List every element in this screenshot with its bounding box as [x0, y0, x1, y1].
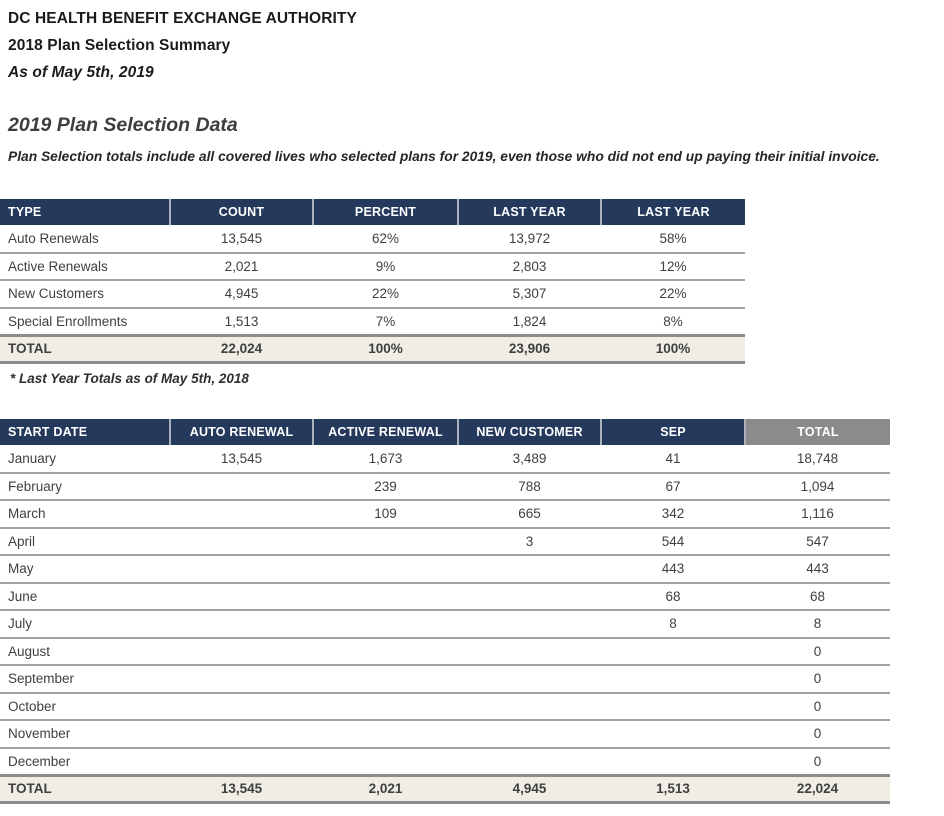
row-label: July — [0, 610, 170, 638]
table-cell — [601, 748, 745, 776]
table-cell: 239 — [313, 473, 458, 501]
column-header-active-renewal: ACTIVE RENEWAL — [313, 419, 458, 445]
table-row — [0, 280, 745, 308]
table-cell — [313, 720, 458, 748]
total-label: TOTAL — [0, 775, 170, 803]
table-cell — [170, 500, 313, 528]
table-cell: 544 — [601, 528, 745, 556]
row-label: September — [0, 665, 170, 693]
row-label: Active Renewals — [0, 253, 170, 281]
table-cell: 443 — [601, 555, 745, 583]
table-row — [0, 473, 890, 501]
table-cell: 0 — [745, 638, 890, 666]
column-header-count: COUNT — [170, 199, 313, 225]
total-cell: 100% — [313, 335, 458, 363]
table-cell — [313, 665, 458, 693]
table-row — [0, 638, 890, 666]
table-cell: 109 — [313, 500, 458, 528]
table-cell — [170, 693, 313, 721]
table-cell: 13,545 — [170, 445, 313, 473]
table-row — [0, 500, 890, 528]
table-cell — [601, 665, 745, 693]
table-cell: 2,021 — [170, 253, 313, 281]
table-cell — [458, 610, 601, 638]
row-label: June — [0, 583, 170, 611]
row-label: New Customers — [0, 280, 170, 308]
table-row — [0, 445, 890, 473]
table-row — [0, 693, 890, 721]
row-label: March — [0, 500, 170, 528]
table-cell: 5,307 — [458, 280, 601, 308]
table-cell — [170, 638, 313, 666]
table-cell — [458, 583, 601, 611]
row-label: Special Enrollments — [0, 308, 170, 336]
table-row — [0, 610, 890, 638]
table-cell: 1,673 — [313, 445, 458, 473]
table-cell: 0 — [745, 748, 890, 776]
section-description: Plan Selection totals include all covered lives who selected plans for 2019, even those who did not end up paying their initial invoice. — [8, 149, 880, 164]
row-label: December — [0, 748, 170, 776]
column-header-total: TOTAL — [745, 419, 890, 445]
table-cell: 0 — [745, 665, 890, 693]
column-header-sep: SEP — [601, 419, 745, 445]
table-row — [0, 748, 890, 776]
row-label: January — [0, 445, 170, 473]
total-label: TOTAL — [0, 335, 170, 363]
column-header-last-year-count: LAST YEAR — [458, 199, 601, 225]
total-cell: 1,513 — [601, 775, 745, 803]
total-cell: 2,021 — [313, 775, 458, 803]
table-cell — [458, 693, 601, 721]
table-row — [0, 528, 890, 556]
table-cell — [458, 720, 601, 748]
table-cell: 0 — [745, 720, 890, 748]
table-cell: 62% — [313, 225, 458, 253]
table-row — [0, 555, 890, 583]
table-cell: 1,094 — [745, 473, 890, 501]
table-cell — [170, 720, 313, 748]
table-row — [0, 225, 745, 253]
table-cell: 13,545 — [170, 225, 313, 253]
table-cell — [601, 693, 745, 721]
table-cell — [313, 528, 458, 556]
table-cell: 41 — [601, 445, 745, 473]
table-cell: 342 — [601, 500, 745, 528]
plan-selection-summary-table — [0, 199, 745, 364]
column-header-start-date: START DATE — [0, 419, 170, 445]
table-cell — [313, 693, 458, 721]
table-cell — [313, 583, 458, 611]
total-cell: 4,945 — [458, 775, 601, 803]
table-cell: 22% — [601, 280, 745, 308]
monthly-header-row — [0, 419, 890, 445]
total-cell: 13,545 — [170, 775, 313, 803]
total-row — [0, 335, 745, 363]
table-cell: 3 — [458, 528, 601, 556]
table-cell: 9% — [313, 253, 458, 281]
table-cell — [170, 555, 313, 583]
table-row — [0, 720, 890, 748]
column-header-type: TYPE — [0, 199, 170, 225]
table-cell: 1,116 — [745, 500, 890, 528]
table-cell: 12% — [601, 253, 745, 281]
column-header-auto-renewal: AUTO RENEWAL — [170, 419, 313, 445]
total-row — [0, 775, 890, 803]
column-header-last-year-percent: LAST YEAR — [601, 199, 745, 225]
table-cell: 13,972 — [458, 225, 601, 253]
table-cell: 8% — [601, 308, 745, 336]
row-label: February — [0, 473, 170, 501]
row-label: May — [0, 555, 170, 583]
monthly-start-date-table — [0, 419, 890, 804]
table-cell: 1,513 — [170, 308, 313, 336]
table-cell: 4,945 — [170, 280, 313, 308]
table-cell: 67 — [601, 473, 745, 501]
table-cell — [458, 638, 601, 666]
table-cell — [170, 748, 313, 776]
total-cell: 23,906 — [458, 335, 601, 363]
as-of-date: As of May 5th, 2019 — [8, 64, 154, 81]
column-header-new-customer: NEW CUSTOMER — [458, 419, 601, 445]
table-cell: 0 — [745, 693, 890, 721]
table-cell: 1,824 — [458, 308, 601, 336]
table-cell: 665 — [458, 500, 601, 528]
table-cell: 22% — [313, 280, 458, 308]
table-cell: 8 — [745, 610, 890, 638]
table-cell: 8 — [601, 610, 745, 638]
table-cell — [170, 528, 313, 556]
table-cell: 7% — [313, 308, 458, 336]
footnote: * Last Year Totals as of May 5th, 2018 — [10, 371, 249, 386]
table-row — [0, 665, 890, 693]
table-row — [0, 583, 890, 611]
table-cell — [313, 638, 458, 666]
table-cell — [313, 610, 458, 638]
total-cell: 100% — [601, 335, 745, 363]
table-cell — [313, 555, 458, 583]
total-cell: 22,024 — [170, 335, 313, 363]
table-cell: 547 — [745, 528, 890, 556]
table-cell — [601, 720, 745, 748]
table-cell: 18,748 — [745, 445, 890, 473]
table-cell: 2,803 — [458, 253, 601, 281]
table-row — [0, 308, 745, 336]
table-cell: 58% — [601, 225, 745, 253]
document-subtitle: 2018 Plan Selection Summary — [8, 37, 231, 54]
row-label: October — [0, 693, 170, 721]
table-cell — [170, 583, 313, 611]
table-cell — [170, 473, 313, 501]
row-label: April — [0, 528, 170, 556]
table-cell: 3,489 — [458, 445, 601, 473]
section-title: 2019 Plan Selection Data — [8, 114, 238, 136]
table-cell — [170, 665, 313, 693]
table-cell: 68 — [601, 583, 745, 611]
table-cell — [458, 748, 601, 776]
table-cell: 443 — [745, 555, 890, 583]
row-label: August — [0, 638, 170, 666]
table-cell — [170, 610, 313, 638]
summary-header-row — [0, 199, 745, 225]
table-cell: 68 — [745, 583, 890, 611]
table-cell — [601, 638, 745, 666]
row-label: Auto Renewals — [0, 225, 170, 253]
total-cell: 22,024 — [745, 775, 890, 803]
row-label: November — [0, 720, 170, 748]
table-cell — [313, 748, 458, 776]
document-title: DC HEALTH BENEFIT EXCHANGE AUTHORITY — [8, 10, 357, 27]
table-row — [0, 253, 745, 281]
table-cell: 788 — [458, 473, 601, 501]
table-cell — [458, 555, 601, 583]
column-header-percent: PERCENT — [313, 199, 458, 225]
table-cell — [458, 665, 601, 693]
